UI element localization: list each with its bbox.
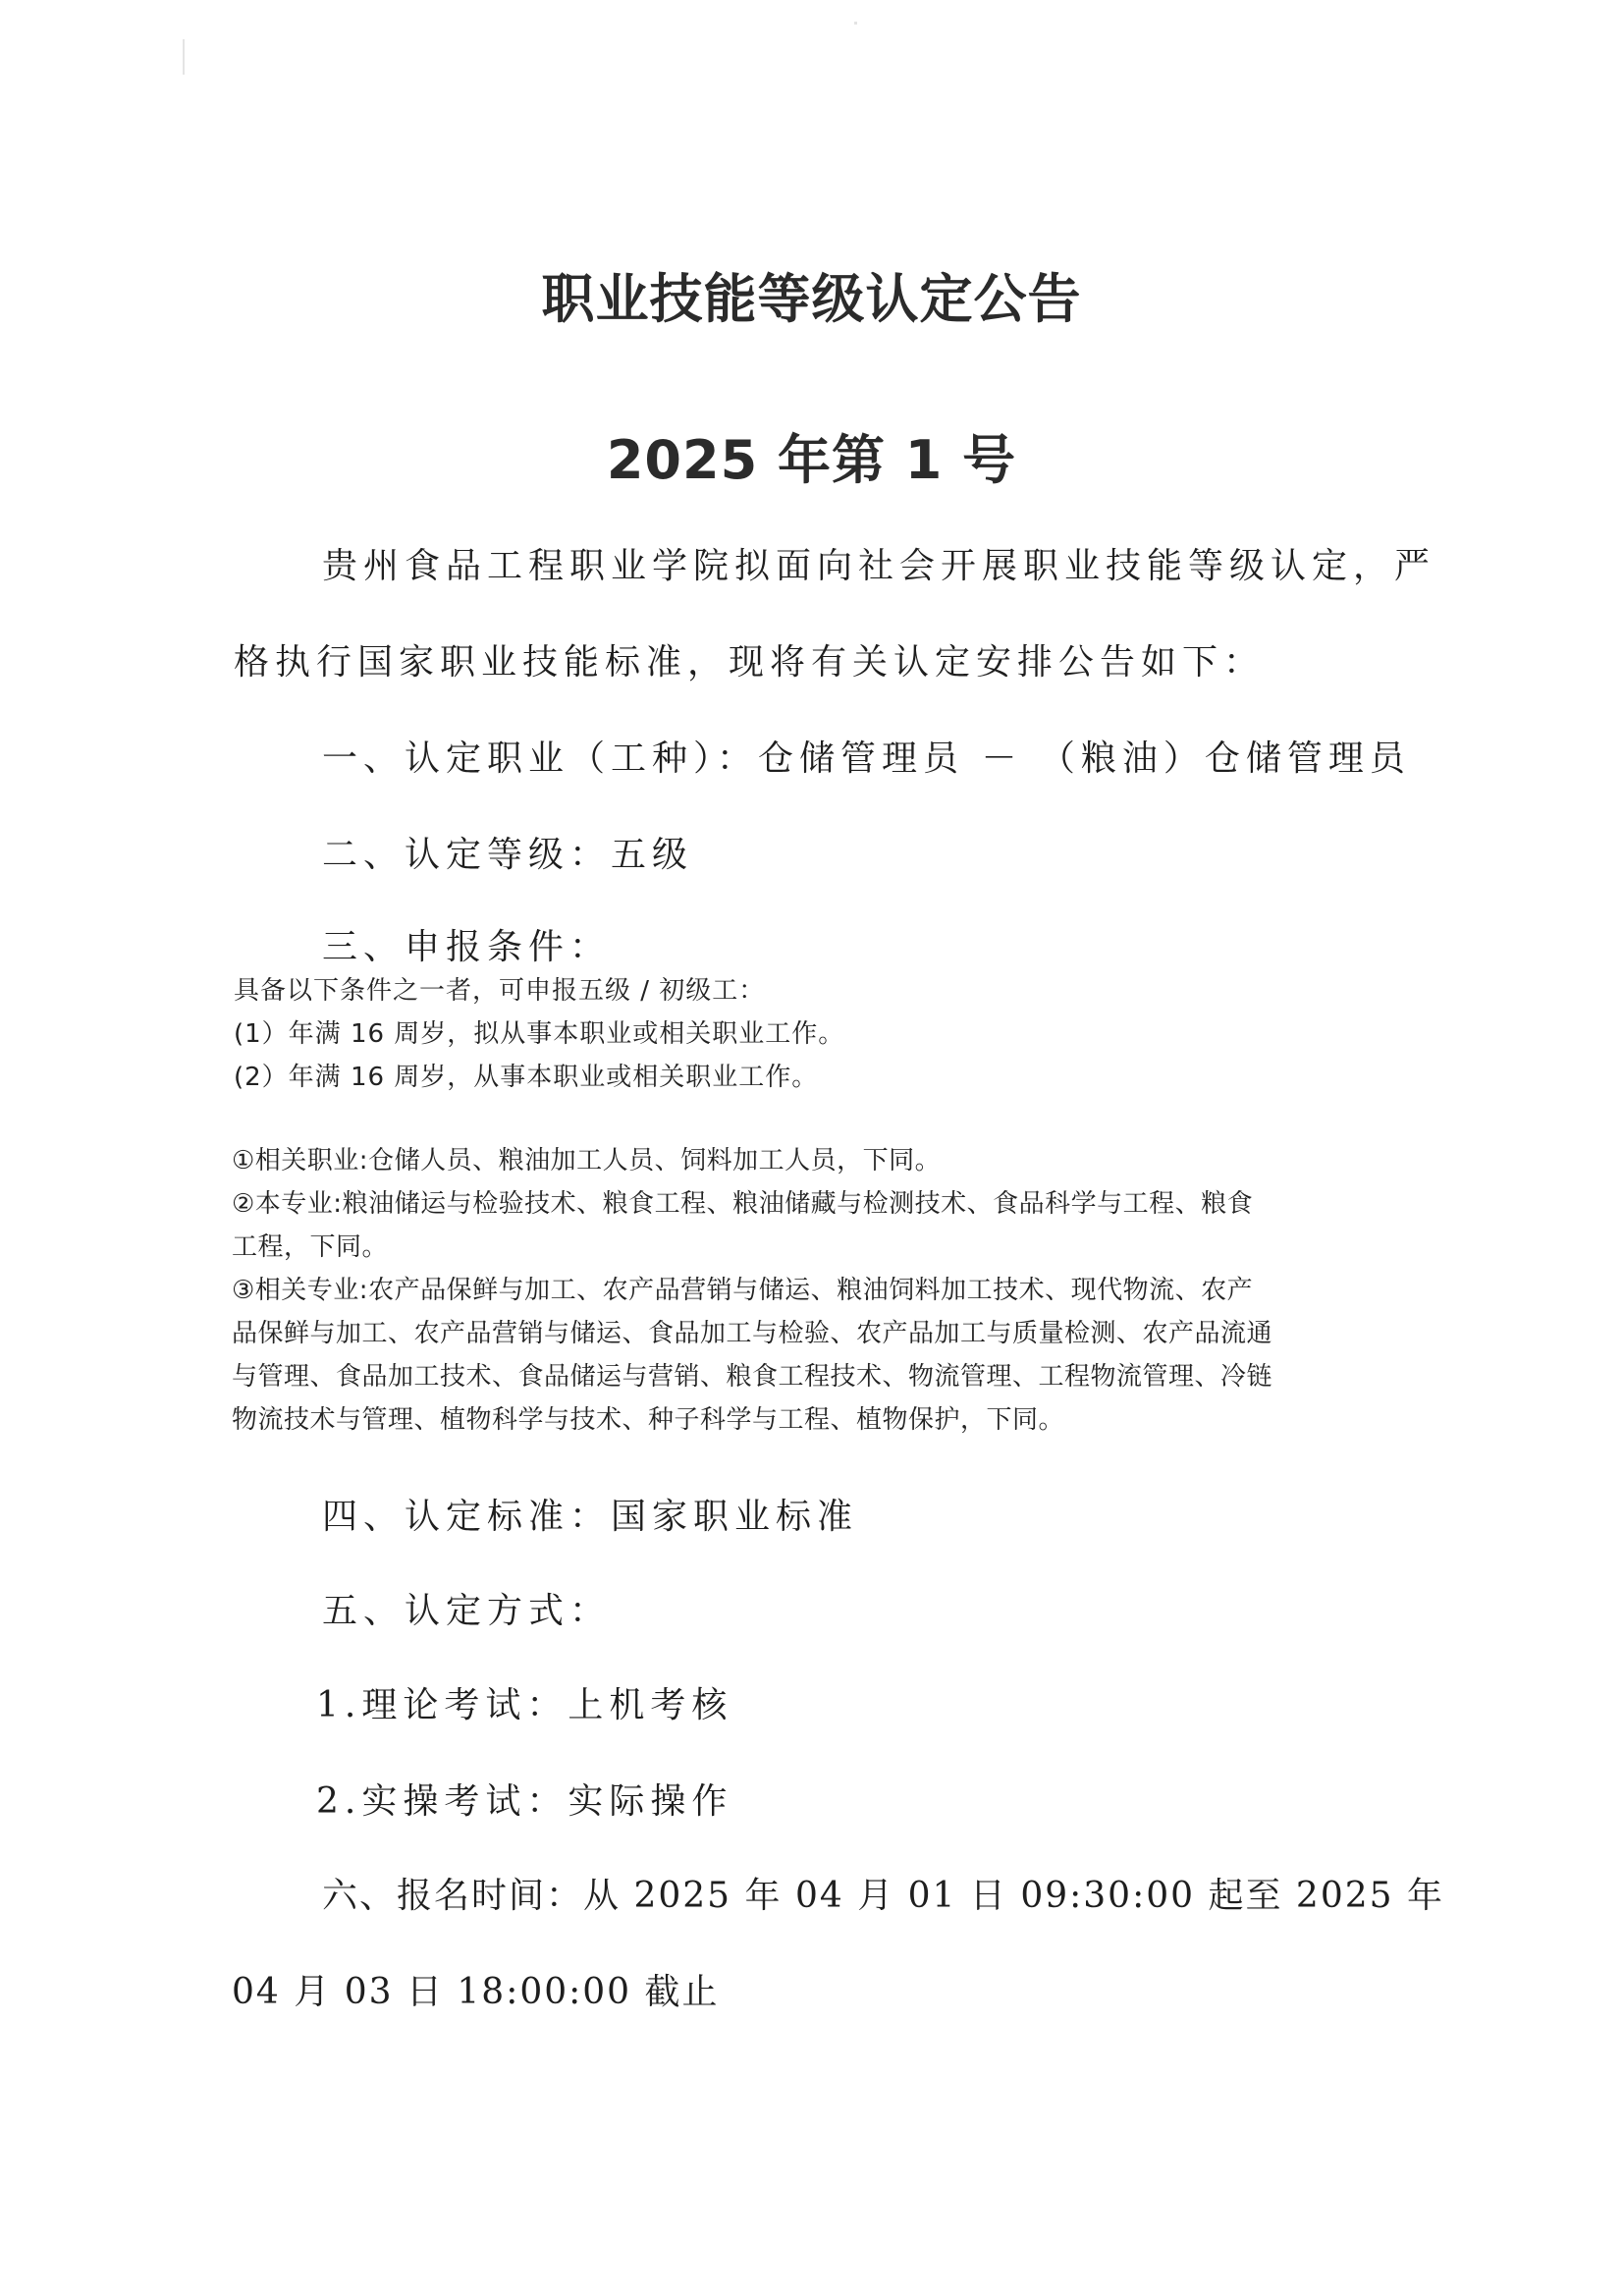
note-line: 品保鲜与加工、农产品营销与储运、食品加工与检验、农产品加工与质量检测、农产品流通 — [232, 1319, 1273, 1348]
note-line: ①相关职业:仓储人员、粮油加工人员、饲料加工人员，下同。 — [232, 1146, 942, 1175]
method-theory-exam: 1.理论考试：上机考核 — [316, 1685, 733, 1725]
announcement-number: 2025 年第 1 号 — [606, 429, 1017, 491]
condition-item-2: (2）年满 16 周岁，从事本职业或相关职业工作。 — [234, 1063, 819, 1092]
section-3-conditions-heading: 三、申报条件： — [322, 927, 612, 967]
note-line: ②本专业:粮油储运与检验技术、粮食工程、粮油储藏与检测技术、食品科学与工程、粮食 — [232, 1189, 1254, 1219]
section-2-level: 二、认定等级：五级 — [322, 835, 694, 875]
intro-line-1: 贵州食品工程职业学院拟面向社会开展职业技能等级认定，严 — [322, 546, 1436, 586]
note-related-occupations — [232, 1139, 1382, 1182]
note-line: 工程，下同。 — [232, 1232, 389, 1262]
intro-line-2: 格执行国家职业技能标准，现将有关认定安排公告如下： — [234, 642, 1266, 683]
note-related-majors — [232, 1269, 1382, 1442]
method-practical-exam: 2.实操考试：实际操作 — [316, 1781, 733, 1822]
section-5-method-heading: 五、认定方式： — [322, 1591, 612, 1631]
scan-edge-mark — [854, 22, 857, 25]
section-1-occupation: 一、认定职业（工种）：仓储管理员 － （粮油）仓储管理员 — [322, 738, 1411, 779]
section-4-standard: 四、认定标准：国家职业标准 — [322, 1497, 859, 1537]
conditions-lead: 具备以下条件之一者，可申报五级 / 初级工： — [234, 976, 766, 1006]
scan-edge-mark — [183, 39, 185, 75]
note-line: 物流技术与管理、植物科学与技术、种子科学与工程、植物保护，下同。 — [232, 1405, 1065, 1435]
note-line: 与管理、食品加工技术、食品储运与营销、粮食工程技术、物流管理、工程物流管理、冷链 — [232, 1362, 1273, 1392]
note-this-major — [232, 1182, 1382, 1269]
note-line: ③相关专业:农产品保鲜与加工、农产品营销与储运、粮油饲料加工技术、现代物流、农产 — [232, 1276, 1254, 1305]
announcement-title: 职业技能等级认定公告 — [541, 268, 1082, 330]
section-6-registration-line-1: 六、报名时间：从 2025 年 04 月 01 日 09:30:00 起至 2025 年 — [322, 1876, 1444, 1916]
condition-item-1: (1）年满 16 周岁，拟从事本职业或相关职业工作。 — [234, 1019, 845, 1049]
section-6-registration-line-2: 04 月 03 日 18:00:00 截止 — [232, 1972, 720, 2012]
